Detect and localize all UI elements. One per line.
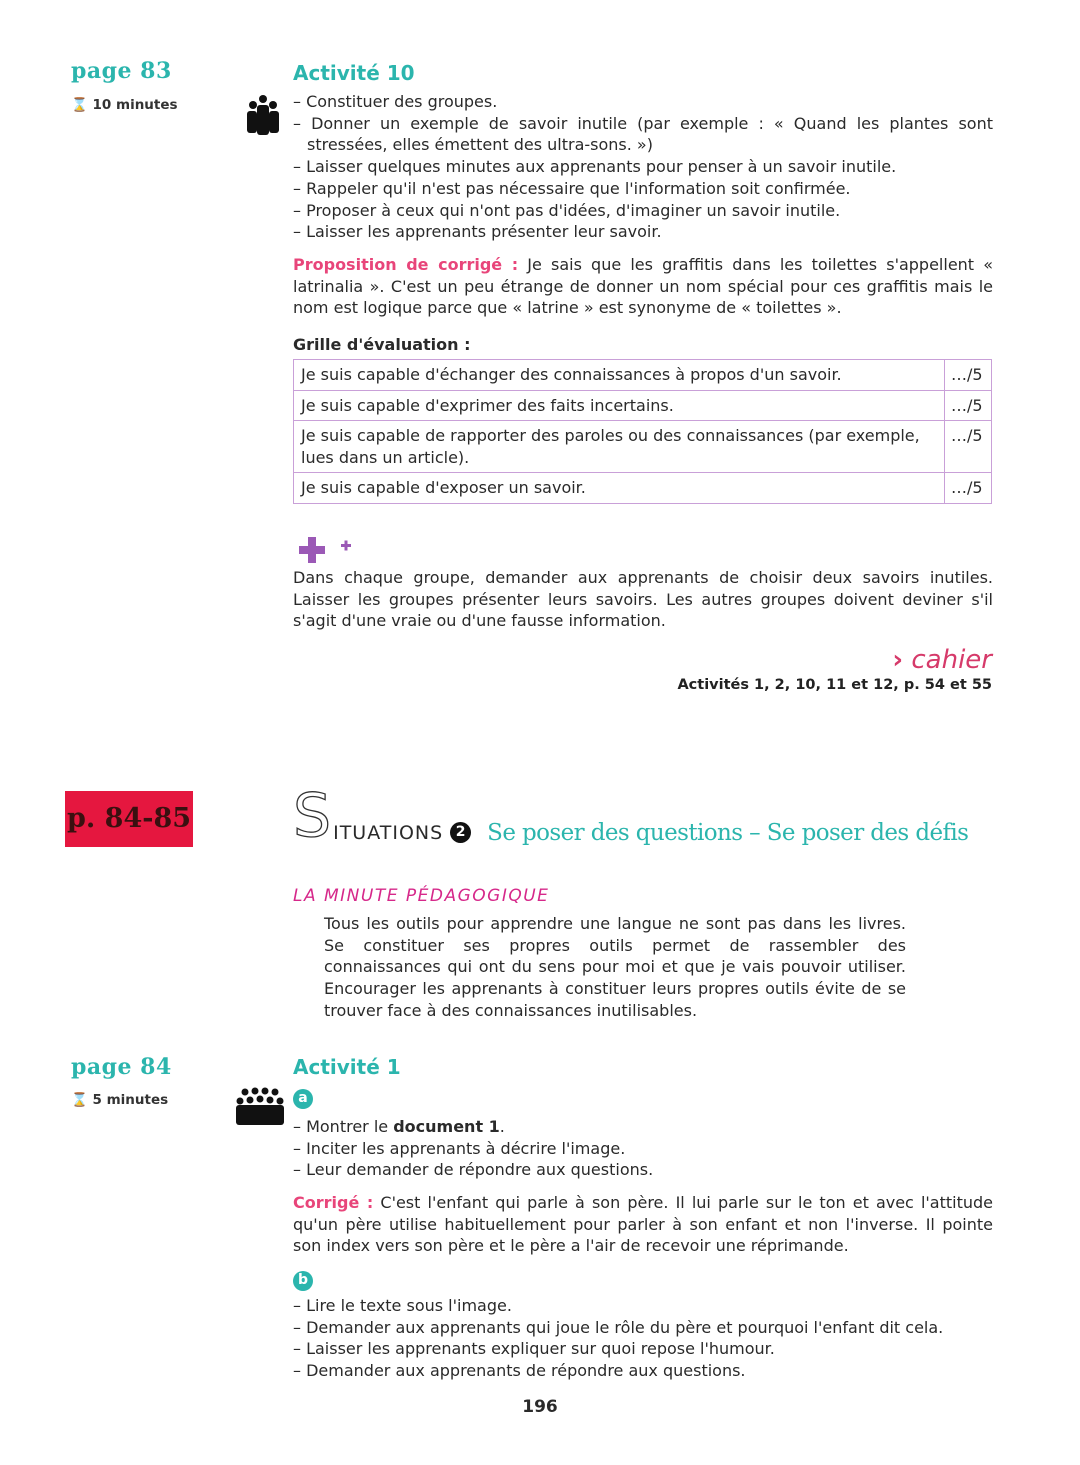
step: – Laisser quelques minutes aux apprenants pour penser à un savoir inutile.	[293, 157, 897, 177]
step-bold: document 1	[393, 1117, 500, 1136]
cahier-label: cahier	[911, 645, 992, 675]
step-text: .	[499, 1117, 505, 1136]
step: – Demander aux apprenants qui joue le rôle du père et pourquoi l'enfant dit cela.	[293, 1317, 944, 1337]
correction-text: Je sais que les graffitis dans les toilettes s'appellent « latrinalia ». C'est un peu étrange de donner un nom spécial pour ces graffitis mais le nom est logique parce que « latrine » est synonyme de « toilettes ».	[293, 255, 993, 318]
page-ref: page 83	[71, 58, 172, 84]
score: …/5	[945, 390, 992, 421]
situations-header	[293, 781, 969, 851]
minute-text: Tous les outils pour apprendre une langue ne sont pas dans les livres. Se constituer ses propres outils permet de rassembler des connaissances qui ont du sens pour moi et que je vais pouvoir utiliser. Encourager les apprenants à constituer leurs propres outils évite de se trouver face à des connaissances inutilisables.	[324, 914, 906, 1020]
group-icon	[246, 94, 280, 136]
plus-plus-icon	[299, 537, 355, 563]
part-b-steps	[293, 1295, 993, 1382]
table-row	[294, 390, 992, 421]
step: – Laisser les apprenants expliquer sur quoi repose l'humour.	[293, 1339, 775, 1359]
situations-label: ITUATIONS	[333, 822, 444, 844]
step: – Leur demander de répondre aux questions.	[293, 1160, 654, 1180]
evaluation-grid	[293, 359, 992, 504]
step: – Rappeler qu'il n'est pas nécessaire que l'information soit confirmée.	[293, 178, 851, 198]
class-group-icon	[235, 1087, 285, 1129]
step: – Lire le texte sous l'image.	[293, 1296, 512, 1315]
criterion: Je suis capable d'exprimer des faits incertains.	[294, 390, 945, 421]
cahier-link[interactable]	[892, 645, 992, 675]
table-row	[294, 360, 992, 391]
part-b-badge: b	[293, 1271, 313, 1291]
activity-title: Activité 1	[293, 1055, 401, 1079]
part-a-steps	[293, 1116, 993, 1181]
score: …/5	[945, 473, 992, 504]
step: – Inciter les apprenants à décrire l'image.	[293, 1138, 626, 1158]
activity-title: Activité 10	[293, 61, 415, 85]
duration	[71, 1092, 168, 1108]
plus-text: Dans chaque groupe, demander aux apprenants de choisir deux savoirs inutiles. Laisser les groupes présenter leurs savoirs. Les autres groupes doivent deviner s'il s'agit d'une vraie ou d'une fausse information.	[293, 568, 993, 631]
situations-initial: S	[293, 781, 332, 851]
correction	[293, 1192, 993, 1257]
correction-label: Corrigé :	[293, 1193, 374, 1212]
page-ref: page 84	[71, 1054, 172, 1080]
chevron-right-icon: ›	[892, 645, 904, 675]
section-title: Se poser des questions – Se poser des défis	[487, 820, 969, 846]
minute-title: LA MINUTE PÉDAGOGIQUE	[293, 886, 550, 906]
hourglass-icon: ⌛	[71, 97, 88, 113]
steps-list	[293, 91, 993, 243]
correction-label: Proposition de corrigé :	[293, 255, 519, 274]
criterion: Je suis capable d'échanger des connaissances à propos d'un savoir.	[294, 360, 945, 391]
step: – Donner un exemple de savoir inutile (par exemple : « Quand les plantes sont stressées, elles émettent des ultra-sons. »)	[293, 113, 993, 155]
step: – Proposer à ceux qui n'ont pas d'idées, d'imaginer un savoir inutile.	[293, 200, 841, 220]
table-row	[294, 421, 992, 473]
score: …/5	[945, 360, 992, 391]
duration-text: 5 minutes	[92, 1092, 169, 1108]
step: – Constituer des groupes.	[293, 92, 498, 111]
step: – Laisser les apprenants présenter leur savoir.	[293, 222, 662, 242]
table-row	[294, 473, 992, 504]
situation-number: 2	[450, 822, 471, 843]
pages-badge: p. 84-85	[65, 791, 193, 847]
grid-title: Grille d'évaluation :	[293, 335, 471, 354]
criterion: Je suis capable de rapporter des paroles ou des connaissances (par exemple, lues dans un article).	[294, 421, 945, 473]
duration	[71, 97, 178, 113]
cahier-ref: Activités 1, 2, 10, 11 et 12, p. 54 et 55	[677, 677, 992, 693]
part-a-badge: a	[293, 1089, 313, 1109]
step-text: – Montrer le	[293, 1117, 394, 1136]
step	[293, 1116, 993, 1138]
hourglass-icon: ⌛	[71, 1092, 88, 1108]
duration-text: 10 minutes	[92, 97, 178, 113]
page-number: 196	[522, 1397, 558, 1417]
criterion: Je suis capable d'exposer un savoir.	[294, 473, 945, 504]
correction	[293, 254, 993, 319]
step: – Demander aux apprenants de répondre aux questions.	[293, 1361, 746, 1381]
correction-text: C'est l'enfant qui parle à son père. Il lui parle sur le ton et avec l'attitude qu'un père utilise habituellement pour parler à son enfant et non l'inverse. Il pointe son index vers son père et le père a l'air de recevoir une réprimande.	[293, 1193, 994, 1256]
score: …/5	[945, 421, 992, 473]
